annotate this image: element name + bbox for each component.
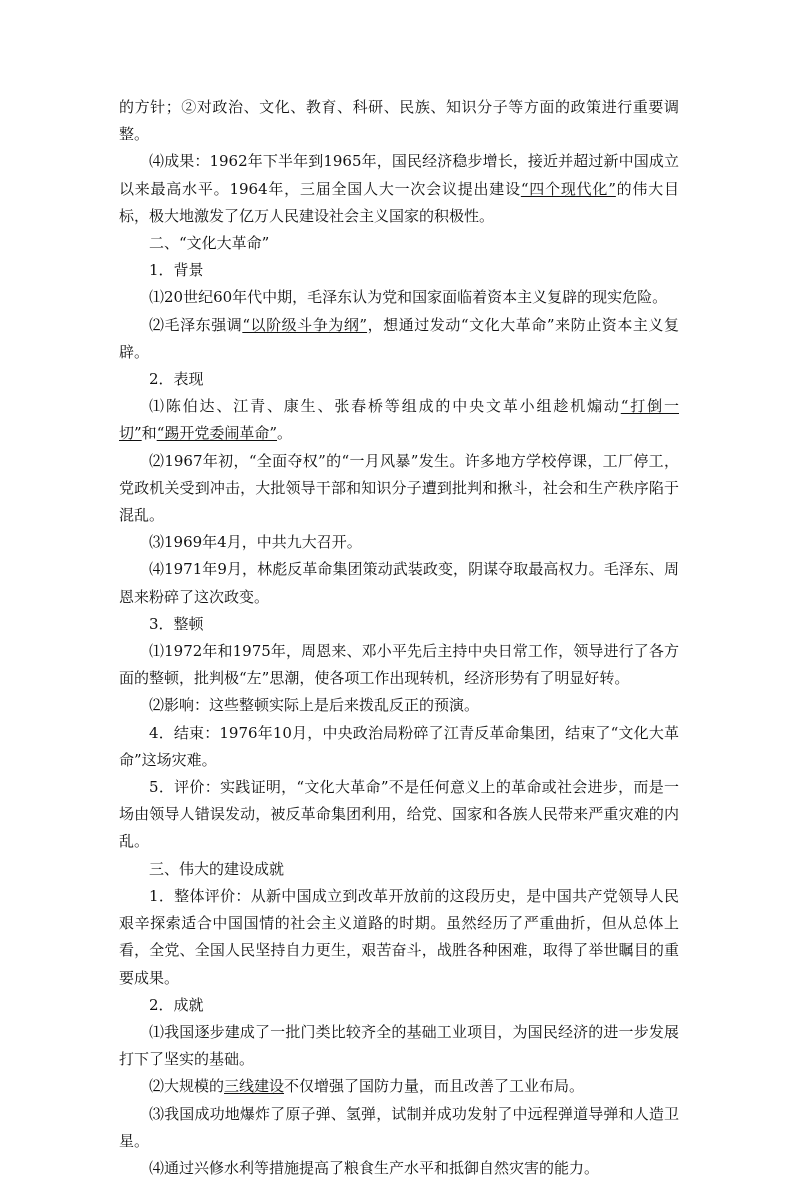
text-run: 3．整顿 [149,614,204,633]
paragraph-p18 [119,883,679,992]
paragraph-p21 [119,1073,679,1100]
paragraph-p23 [119,1155,679,1182]
text-run: ，想通过发动“文化大革命”来防止资本主义复辟。 [119,315,679,361]
paragraph-p05 [119,284,679,311]
paragraph-p19 [119,992,679,1019]
text-run: ⑴20世纪60年代中期，毛泽东认为党和国家面临着资本主义复辟的现实危险。 [149,288,668,307]
text-run: 的方针；②对政治、文化、教育、科研、民族、知识分子等方面的政策进行重要调整。 [119,98,679,144]
paragraph-p07 [119,366,679,393]
paragraph-p22 [119,1101,679,1155]
text-run: ⑷通过兴修水利等措施提高了粮食生产水平和抵御自然灾害的能力。 [149,1158,600,1177]
text-run: 4．结束：1976年10月，中央政治局粉碎了江青反革命集团，结束了“文化大革命”这场灾难。 [119,723,679,769]
text-run: 。 [277,424,293,443]
text-run: 和 [141,424,157,443]
paragraph-p15 [119,720,679,774]
text-run: 2．表现 [149,370,204,389]
paragraph-p01 [119,94,679,148]
paragraph-p02 [119,148,679,230]
underlined-term: “踢开党委闹革命” [156,424,278,443]
underlined-term: 三线建设 [224,1077,285,1096]
text-run: ⑶我国成功地爆炸了原子弹、氢弹，试制并成功发射了中远程弹道导弹和人造卫星。 [119,1104,679,1150]
paragraph-p13 [119,638,679,692]
paragraph-p10 [119,529,679,556]
paragraph-p12 [119,611,679,638]
document-body [119,94,679,1182]
paragraph-p03 [119,230,679,257]
text-run: ⑴我国逐步建成了一批门类比较齐全的基础工业项目，为国民经济的进一步发展打下了坚实的基础。 [119,1022,679,1069]
text-run: 1．整体评价：从新中国成立到改革开放前的这段历史，是中国共产党领导人民艰辛探索适合中国国情的社会主义道路的时期。虽然经历了严重曲折，但从总体上看，全党、全国人民坚持自力更生，艰苦奋斗，战胜各种困难，取得了举世瞩目的重要成果。 [119,886,679,987]
text-run: ⑷成果：1962年下半年到1965年，国民经济稳步增长，接近并超过新中国成立以来最高水平。1964年，三届全国人大一次会议提出建设 [119,152,679,198]
text-run: ⑶1969年4月，中共九大召开。 [149,533,362,552]
paragraph-p20 [119,1019,679,1073]
underlined-term: “四个现代化” [520,179,616,198]
paragraph-p08 [119,393,679,447]
paragraph-p17 [119,856,679,883]
text-run: 2．成就 [149,995,204,1014]
text-run: 的伟大目标，极大地激发了亿万人民建设社会主义国家的积极性。 [119,179,679,225]
text-run: ⑵影响：这些整顿实际上是后来拨乱反正的预演。 [149,696,480,715]
paragraph-p06 [119,312,679,366]
text-run: 二、“文化大革命” [149,234,270,253]
text-run: ⑵大规模的 [149,1077,225,1096]
underlined-term: “打倒一切” [119,397,679,443]
paragraph-p09 [119,448,679,530]
paragraph-p04 [119,257,679,284]
text-run: ⑷1971年9月，林彪反革命集团策动武装政变，阴谋夺取最高权力。毛泽东、周恩来粉碎了这次政变。 [119,560,679,606]
underlined-term: “以阶级斗争为纲” [242,315,368,334]
text-run: 不仅增强了国防力量，而且改善了工业布局。 [284,1077,585,1096]
text-run: ⑵1967年初，“全面夺权”的“一月风暴”发生。许多地方学校停课，工厂停工，党政机关受到冲击，大批领导干部和知识分子遭到批判和揪斗，社会和生产秩序陷于混乱。 [119,451,679,525]
paragraph-p11 [119,556,679,610]
paragraph-p14 [119,692,679,719]
text-run: 三、伟大的建设成就 [149,859,285,878]
text-run: 5．评价：实践证明，“文化大革命”不是任何意义上的革命或社会进步，而是一场由领导人错误发动，被反革命集团利用，给党、国家和各族人民带来严重灾难的内乱。 [119,778,679,851]
text-run: 1．背景 [149,261,204,280]
text-run: ⑴1972年和1975年，周恩来、邓小平先后主持中央日常工作，领导进行了各方面的整顿，批判极“左”思潮，使各项工作出现转机，经济形势有了明显好转。 [119,642,679,688]
text-run: ⑴陈伯达、江青、康生、张春桥等组成的中央文革小组趁机煽动 [149,397,621,416]
paragraph-p16 [119,774,679,856]
text-run: ⑵毛泽东强调 [149,315,243,334]
